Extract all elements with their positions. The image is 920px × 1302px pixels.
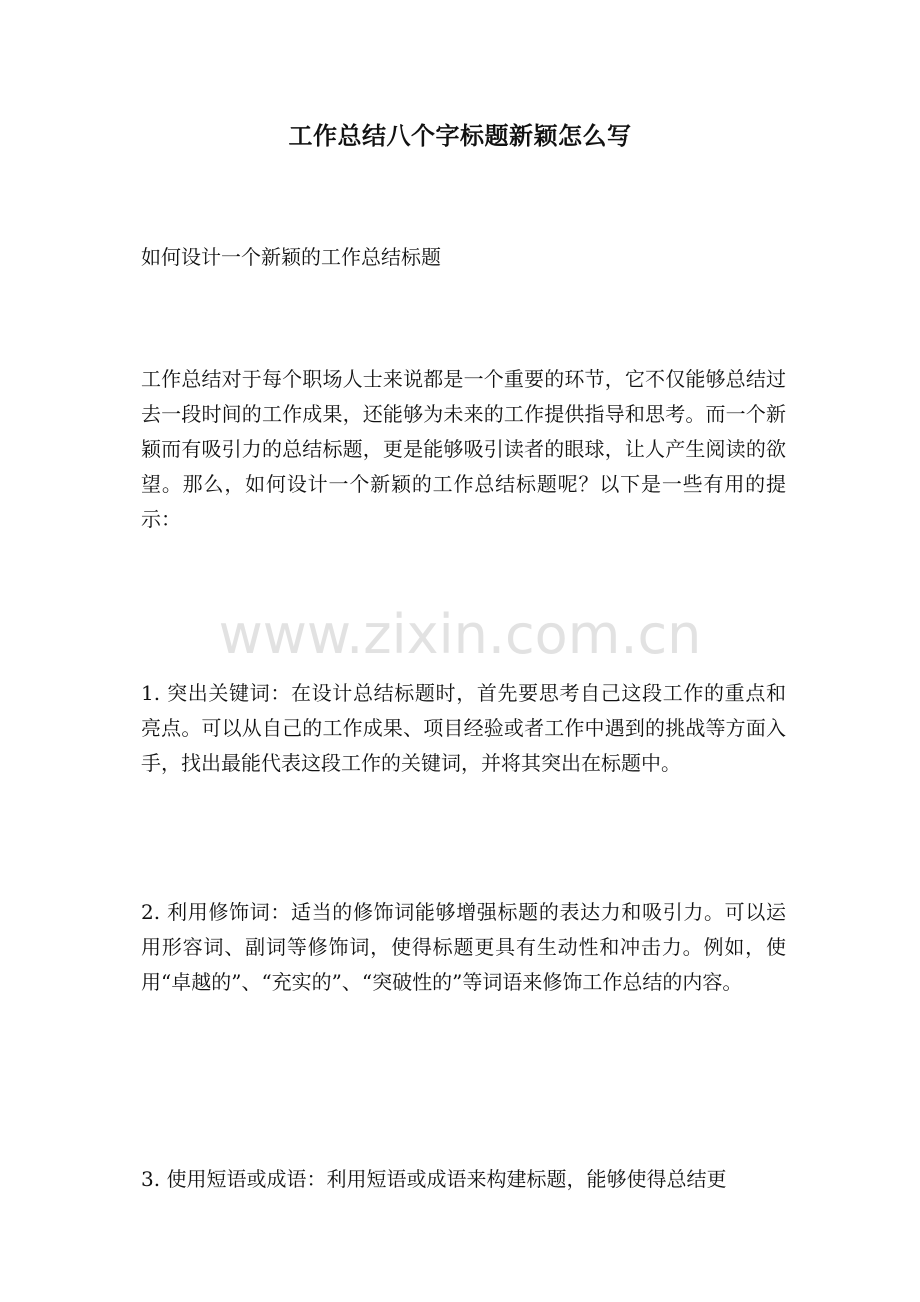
paragraph-tip-2: 2. 利用修饰词：适当的修饰词能够增强标题的表达力和吸引力。可以运用形容词、副词等修饰词，使得标题更具有生动性和冲击力。例如，使用“卓越的”、“充实的”、“突破性的”等词语来修饰工作总结的内容。 (141, 900, 786, 994)
document-title: 工作总结八个字标题新颖怎么写 (288, 121, 632, 150)
paragraph-intro: 工作总结对于每个职场人士来说都是一个重要的环节，它不仅能够总结过去一段时间的工作成果，还能够为未来的工作提供指导和思考。而一个新颖而有吸引力的总结标题，更是能够吸引读者的眼球，让人产生阅读的欲望。那么，如何设计一个新颖的工作总结标题呢？以下是一些有用的提示： (141, 367, 786, 531)
paragraph-tip-3: 3. 使用短语或成语：利用短语或成语来构建标题，能够使得总结更 (141, 1167, 727, 1191)
watermark-text: www.zixin.com.cn (218, 603, 702, 666)
paragraph-tip-1: 1. 突出关键词：在设计总结标题时，首先要思考自己这段工作的重点和亮点。可以从自己的工作成果、项目经验或者工作中遇到的挑战等方面入手，找出最能代表这段工作的关键词，并将其突出在标题中。 (141, 681, 786, 775)
document-subtitle: 如何设计一个新颖的工作总结标题 (141, 245, 441, 269)
